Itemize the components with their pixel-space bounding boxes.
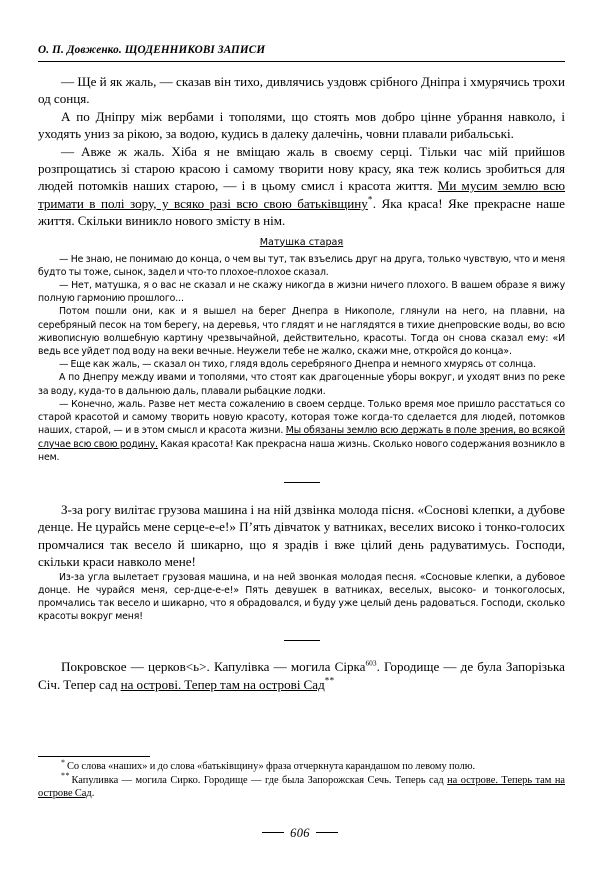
paragraph-ru-3: Потом пошли они, как и я вышел на берег Днепра в Никополе, глянули на него, на плавни, на серебряный песок на том берегу, на деревья, что глядят и не наглядятся в тихие днепровские воды, во всю живописную волшебную картину чрезвычайной, действительно, красоты. Тогда он снова сказал ему: «И ведь все уйдет под воду на веки вечные. Неужели тебе не жалко, скажи мне, откройся до конца». <box>38 306 565 358</box>
para5-seg-plain-2: . Городище — де була Запорізька Січ. Тепер сад <box>38 659 565 692</box>
ru6-underlined-phrase: Мы обязаны землю всю держать в поле зрения, во всякой случае всю свою родину. <box>38 425 565 450</box>
footnote-separator-rule <box>38 756 150 757</box>
page-folio <box>0 826 600 841</box>
paragraph-ru-1: — Не знаю, не понимаю до конца, о чем вы тут, так взъелись друг на друга, только чувствую, что и меня будто ты тоже, сынок, задел и что-то плохое-плохое сказал. <box>38 253 565 278</box>
ru6-seg-plain-2: Какая красота! Как прекрасна наша жизнь. Сколько нового содержания возникло в нем. <box>38 438 565 463</box>
folio-rule-left <box>262 832 284 833</box>
paragraph-ru-4: — Еще как жаль, — сказал он тихо, глядя вдоль серебряного Днепра и немного хмурясь от солнца. <box>59 359 536 371</box>
ru6-seg-plain-1: — Конечно, жаль. Разве нет места сожалению в своем сердце. Только время мое пришло расстаться со старой красотой и самому творить новую красоту, которая тоже когда-то сделается для людей, потомков наших, старой, — и в этом смысл и красота жизни. <box>38 398 565 437</box>
para5-underlined-phrase: на острові. Тепер там на острові Сад <box>120 676 325 692</box>
footnote-1 <box>38 757 565 774</box>
section-subtitle-text: Матушка старая <box>259 236 344 248</box>
paragraph-uk-3 <box>38 143 565 230</box>
footnote-2-seg-plain-2: . <box>91 788 95 800</box>
paragraph-uk-1: — Ще й як жаль, — сказав він тихо, дивлячись уздовж срібного Дніпра і хмурячись трохи од сонця. <box>38 74 565 107</box>
section-divider-2 <box>284 640 320 641</box>
section-subtitle <box>38 237 565 248</box>
para3-seg-plain-2: . Яка краса! Яке прекрасне наше життя. Скільки виникло нового змісту в нім. <box>38 195 565 229</box>
footnote-marker-double-asterisk[interactable]: ** <box>324 675 335 686</box>
footnote-1-text: Со слова «наших» и до слова «батьківщину» фраза отчеркнута карандашом по левому полю. <box>67 761 476 772</box>
paragraph-ru-5: А по Днепру между ивами и тополями, что стоят как драгоценные уборы вокруг, и уходят вниз по реке за воду, куда-то в дальнюю даль, плавали рыбацкие лодки. <box>38 372 565 397</box>
paragraph-ru-7: Из-за угла вылетает грузовая машина, и на ней звонкая молодая песня. «Сосновые клепки, а дубовое донце. Не чурайся меня, сер-дце-е-е!» Пять девушек в ватниках, веселых, высоко- и тонкоголосых, промчались так весело и шикарно, что я обрадовался, и буду уже целый день радоваться. Господи, сколько красоты вокруг меня! <box>38 571 565 623</box>
section-divider-1 <box>284 482 320 483</box>
footnote-2-underlined-phrase: на острове. Теперь там на острове Сад <box>38 774 565 800</box>
folio-rule-right <box>316 832 338 833</box>
footnote-1-marker: * <box>61 757 66 767</box>
footnote-area <box>38 756 565 801</box>
endnote-reference-603[interactable]: 603 <box>365 658 377 668</box>
footnote-marker-asterisk[interactable]: * <box>367 194 373 205</box>
folio-number: 606 <box>290 826 310 840</box>
footnote-2-marker: ** <box>61 771 70 781</box>
para5-seg-plain-1: Покровское — церков<ь>. Капулівка — могила Сірка <box>61 659 366 675</box>
paragraph-uk-4: З-за рогу вилітає грузова машина і на ній дзвінка молода пісня. «Соснові клепки, а дубове денце. Не цурайсь мене серце-е-е!» П’ять дівчаток у ватниках, веселих високо і тонко-голосих промчалися так весело й шикарно, що я зрадів і вже цілий день радуватимусь. Господи, скільки краси навколо мене! <box>38 501 565 570</box>
paragraph-uk-5 <box>38 658 565 693</box>
footnote-2-seg-plain-1: Капуливка — могила Сирко. Городище — где была Запорожская Сечь. Теперь сад <box>71 774 448 786</box>
paragraph-uk-2: А по Дніпру між вербами і тополями, що стоять мов добро цінне убрання навколо, і уходять униз за рікою, за водою, кудись в далеку далечінь, човни плавали рибальські. <box>38 108 565 142</box>
paragraph-ru-6 <box>38 398 565 464</box>
running-head: О. П. Довженко. ЩОДЕННИКОВІ ЗАПИСИ <box>38 44 266 56</box>
para3-underlined-phrase: Ми мусим землю всю тримати в полі зору, у всяко разі всю свою батьківщину <box>38 178 566 211</box>
page-content <box>38 44 565 693</box>
footnote-2 <box>38 771 565 801</box>
header-rule <box>38 61 565 62</box>
para3-seg-plain-1: — Авже ж жаль. Хіба я не вміщаю жаль в своєму серці. Тільки час мій прийшов розпрощатись зі старою красою і самому творити нову красу, яка теж колись зробиться для людей потомків наших старою, — і в цьому смисл і красота життя. <box>38 143 565 194</box>
paragraph-ru-2: — Нет, матушка, я о вас не сказал и не скажу никогда в жизни ничего плохого. В вашем образе я вижу полную гармонию прошлого... <box>38 280 565 305</box>
